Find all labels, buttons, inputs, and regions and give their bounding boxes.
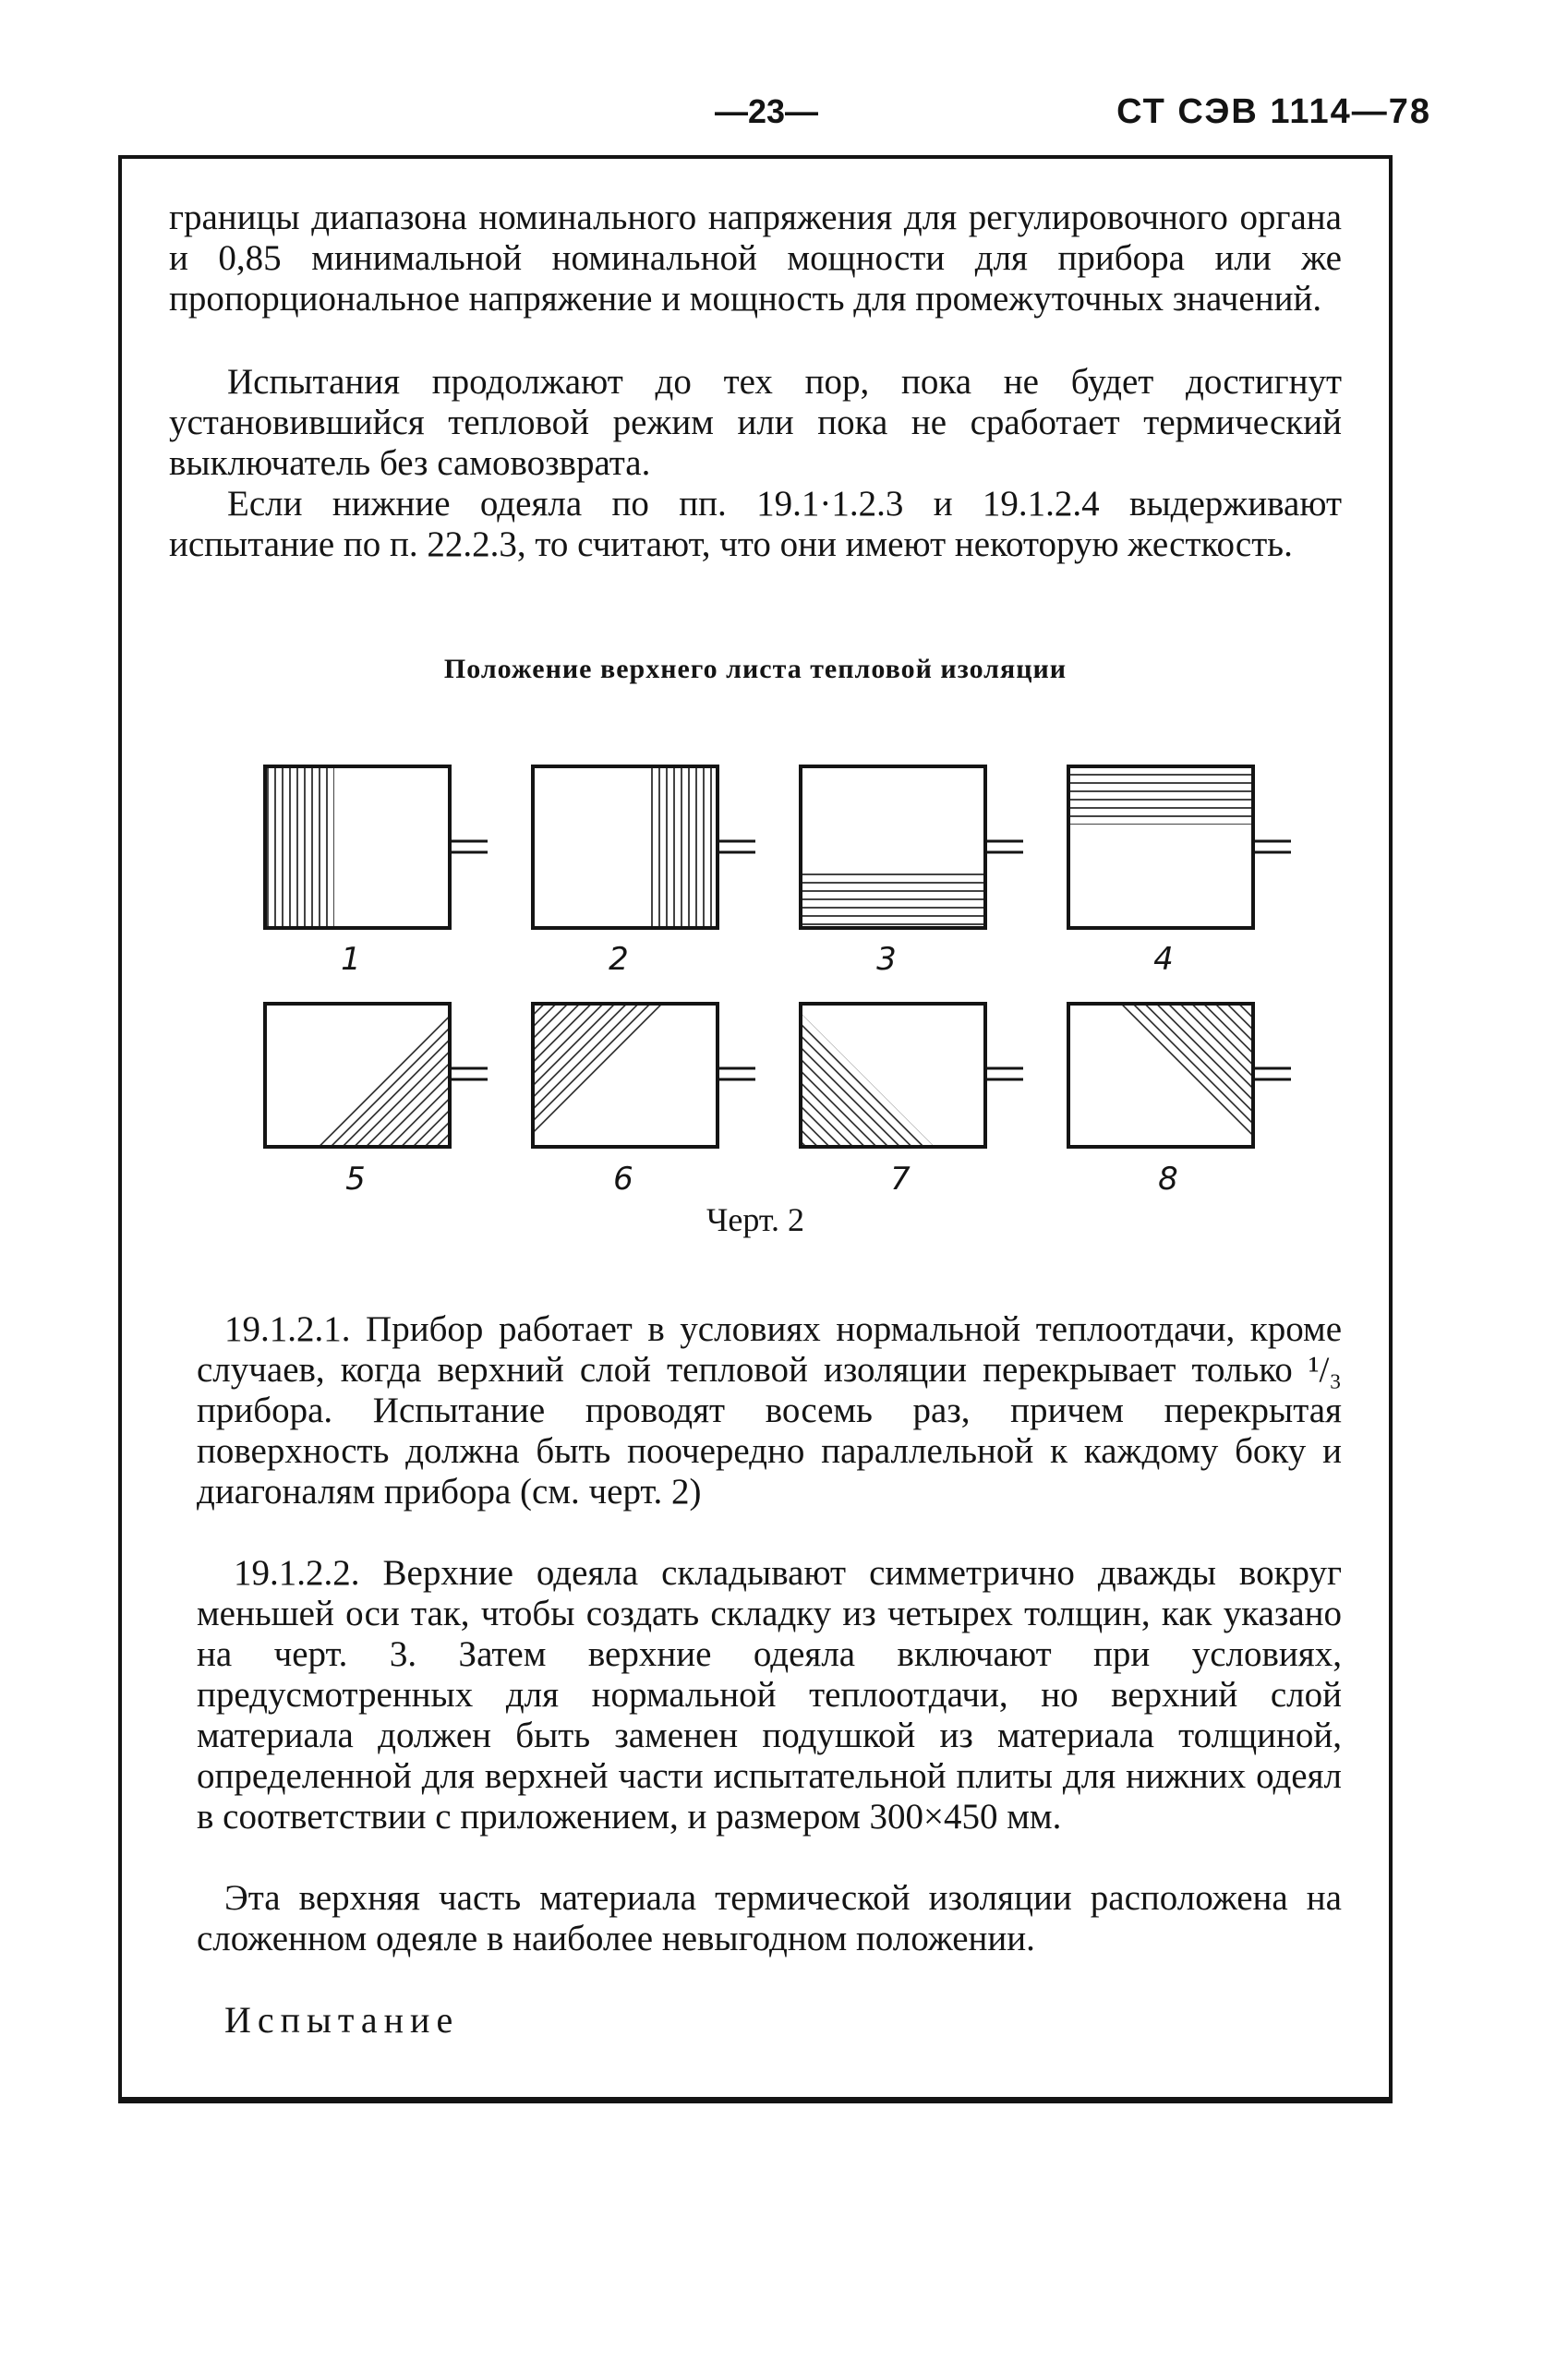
figure-title: Положение верхнего листа тепловой изоляции xyxy=(443,654,1067,684)
paragraph-19-1-2-2: 19.1.2.2. Верхние одеяла складывают симметрично дважды вокруг меньшей оси так, чтобы создать складку из четырех толщин, как указано на черт. 3. Затем верхние одеяла включают при условиях, предусмотренных для нормальной теплоотдачи, но верхний слой материала должен быть заменен подушкой из материала толщиной, определенной для верхней части испытательной плиты для нижних одеял в соответствии с приложением, и размером 300×450 мм. xyxy=(197,1553,1342,1837)
panel-5-label: 5 xyxy=(345,1161,366,1191)
panel-7-label: 7 xyxy=(890,1161,911,1191)
section-heading-test: Испытание xyxy=(224,1999,460,2041)
panel-6 xyxy=(533,1004,755,1191)
panel-2-label: 2 xyxy=(609,941,629,978)
paragraph-19-1-2-1: 19.1.2.1. Прибор работает в условиях нормальной теплоотдачи, кроме случаев, когда верхний слой тепловой изоляции перекрывает только ¹/₃ прибора. Испытание проводят восемь раз, причем перекрытая поверхность должна быть поочередно параллельной к каждому боку и диагоналям прибора (см. черт. 2) xyxy=(197,1309,1342,1512)
paragraph-1: границы диапазона номинального напряжения для регулировочного органа и 0,85 минимальной номинальной мощности для прибора или же пропорциональное напряжение и мощность для промежуточных значений. xyxy=(169,198,1342,319)
paragraph-3: Если нижние одеяла по пп. 19.1·1.2.3 и 19.1.2.4 выдерживают испытание по п. 22.2.3, то считают, что они имеют некоторую жесткость. xyxy=(169,484,1342,564)
panel-7 xyxy=(801,1004,1023,1191)
panel-1 xyxy=(265,766,488,978)
paragraph-6: Эта верхняя часть материала термической изоляции расположена на сложенном одеяле в наиболее невыгодном положении. xyxy=(197,1878,1342,1958)
paragraph-2: Испытания продолжают до тех пор, пока не будет достигнут установившийся тепловой режим или пока не сработает термический выключатель без самовозврата. xyxy=(169,362,1342,483)
panel-1-label: 1 xyxy=(341,941,361,978)
standard-designation: СТ СЭВ 1114—78 xyxy=(1116,92,1431,131)
panel-3-label: 3 xyxy=(876,941,897,978)
panel-4-label: 4 xyxy=(1153,941,1174,978)
insulation-position-diagram xyxy=(222,748,1311,1191)
figure-caption: Черт. 2 xyxy=(706,1201,804,1238)
panel-5 xyxy=(265,1004,488,1191)
panel-2 xyxy=(533,766,755,978)
panel-6-label: 6 xyxy=(613,1161,633,1191)
panel-8-label: 8 xyxy=(1158,1161,1178,1191)
panel-8 xyxy=(1068,1004,1291,1191)
page-number: —23— xyxy=(714,92,819,130)
panel-4 xyxy=(1068,766,1291,978)
panel-3 xyxy=(801,766,1023,978)
